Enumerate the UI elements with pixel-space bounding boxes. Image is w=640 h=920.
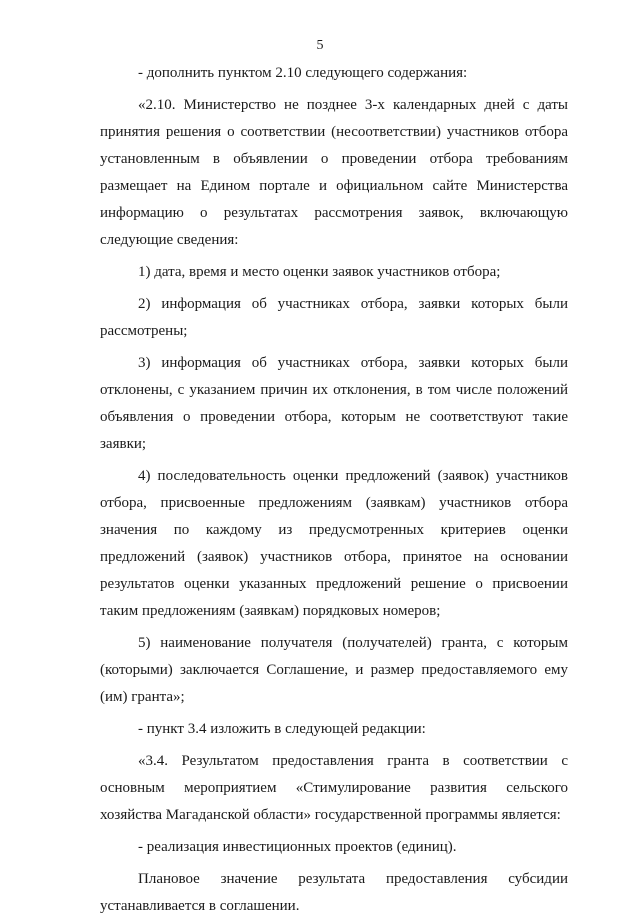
paragraph-planned-value: Плановое значение результата предоставления субсидии устанавливается в соглашении. bbox=[100, 871, 568, 914]
paragraph-3-4: «3.4. Результатом предоставления гранта в соответствии с основным мероприятием «Стимулирование развития сельского хозяйства Магаданской области» государственной программы является: bbox=[100, 753, 568, 823]
list-item-4: 4) последовательность оценки предложений (заявок) участников отбора, присвоенные предложениям (заявкам) участников отбора значения по каждому из предусмотренных критериев оценки предложений (заявок) участников отбора, принятое на основании результатов оценки указанных предложений решение о присвоении таким предложениям (заявкам) порядковых номеров; bbox=[100, 468, 568, 619]
list-item-5: 5) наименование получателя (получателей) гранта, с которым (которыми) заключается Соглашение, и размер предоставляемого ему (им) гранта»; bbox=[100, 635, 568, 705]
document-body bbox=[100, 60, 568, 920]
paragraph-amend-2-10: - дополнить пунктом 2.10 следующего содержания: bbox=[138, 65, 468, 81]
paragraph-amend-3-4: - пункт 3.4 изложить в следующей редакции: bbox=[138, 721, 426, 737]
page-number: 5 bbox=[316, 38, 324, 53]
list-item-1: 1) дата, время и место оценки заявок участников отбора; bbox=[138, 264, 501, 280]
result-item: - реализация инвестиционных проектов (единиц). bbox=[138, 839, 457, 855]
paragraph-2-10: «2.10. Министерство не позднее 3-х календарных дней с даты принятия решения о соответствии (несоответствии) участников отбора установленным в объявлении о проведении отбора требованиям размещает на Едином портале и официальном сайте Министерства информацию о результатах рассмотрения заявок, включающую следующие сведения: bbox=[100, 97, 568, 248]
list-item-2: 2) информация об участниках отбора, заявки которых были рассмотрены; bbox=[100, 296, 568, 339]
list-item-3: 3) информация об участниках отбора, заявки которых были отклонены, с указанием причин их отклонения, в том числе положений объявления о проведении отбора, которым не соответствуют такие заявки; bbox=[100, 355, 568, 452]
